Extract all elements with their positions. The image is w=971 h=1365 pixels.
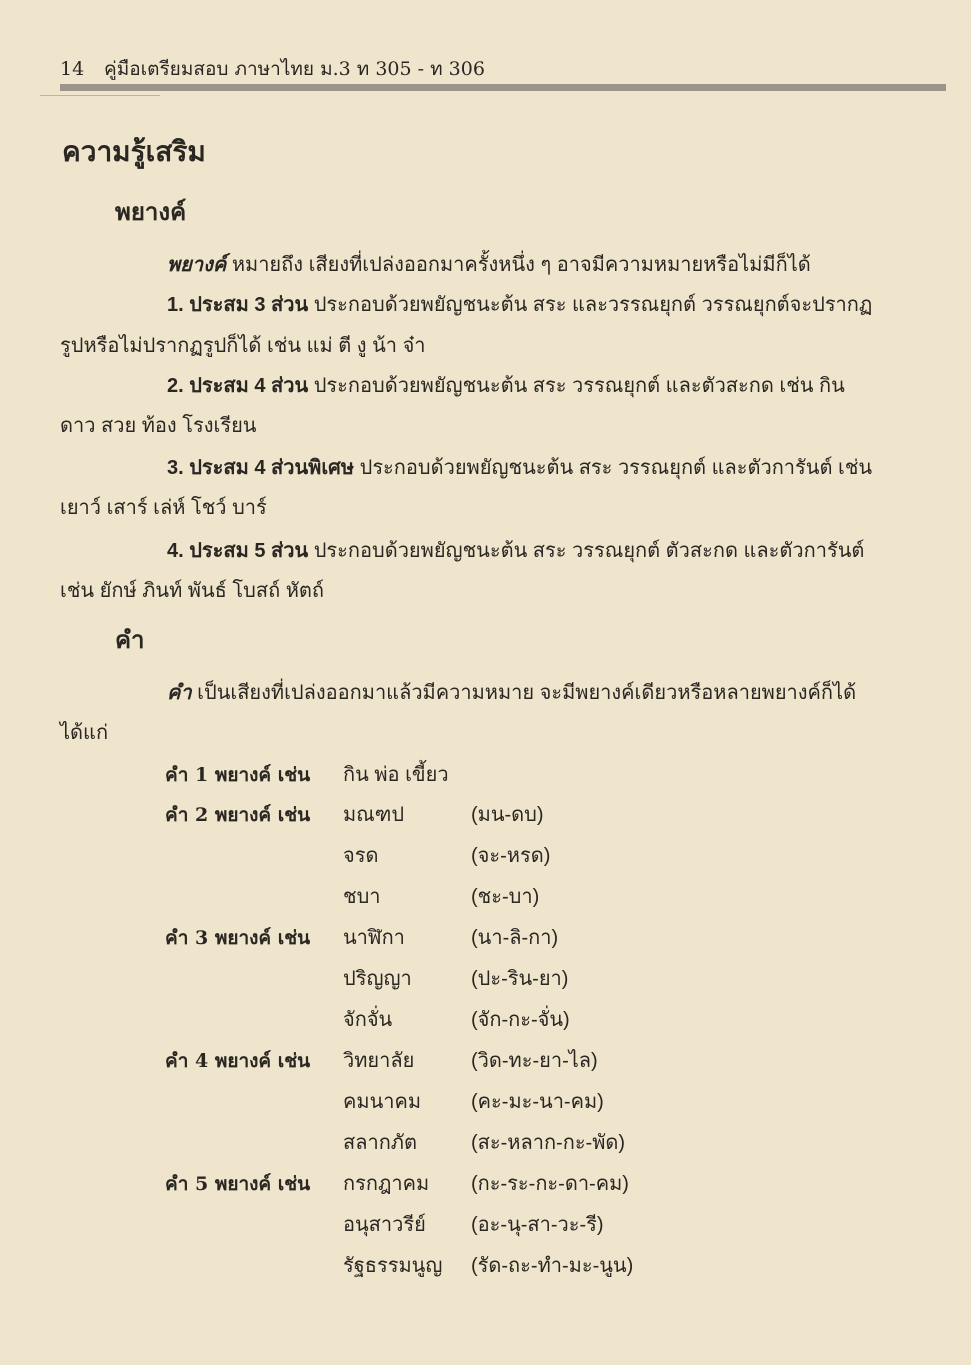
example-word: วิทยาลัย: [343, 1050, 415, 1072]
syllable-breakdown: (ปะ-ริน-ยา): [471, 968, 569, 990]
word-example-row: [165, 1085, 604, 1117]
syllable-breakdown: (นา-ลิ-กา): [471, 927, 559, 949]
syllable-breakdown: (รัด-ถะ-ทำ-มะ-นูน): [471, 1255, 634, 1277]
word-example-row: [165, 880, 539, 912]
example-word: จรด: [343, 845, 379, 867]
example-word: อนุสาวรีย์: [343, 1214, 426, 1236]
word-example-1-syllable: คำ 1 พยางค์ เช่น กิน พ่อ เขี้ยว: [165, 764, 449, 786]
syllable-item-3: 3. ประสม 4 ส่วนพิเศษ ประกอบด้วยพยัญชนะต้น สระ วรรณยุกต์ และตัวการันต์ เช่น: [167, 457, 873, 479]
running-header: [60, 54, 485, 84]
example-word: ปริญญา: [343, 968, 412, 990]
word-example-row: [165, 1003, 570, 1035]
syllable-item-4: 4. ประสม 5 ส่วน ประกอบด้วยพยัญชนะต้น สระ วรรณยุกต์ ตัวสะกด และตัวการันต์: [167, 540, 865, 562]
syllable-item-3-cont: เยาว์ เสาร์ เล่ห์ โชว์ บาร์: [60, 497, 267, 519]
example-word: รัฐธรรมนูญ: [343, 1255, 443, 1277]
syllable-item-2: 2. ประสม 4 ส่วน ประกอบด้วยพยัญชนะต้น สระ วรรณยุกต์ และตัวสะกด เช่น กิน: [167, 375, 845, 397]
syllable-item-2-cont: ดาว สวย ท้อง โรงเรียน: [60, 415, 257, 437]
syllable-count-label: คำ 5 พยางค์ เช่น: [165, 1173, 311, 1195]
example-word: มณฑป: [343, 804, 405, 826]
header-rule-thin: [40, 95, 160, 96]
syllable-item-1: 1. ประสม 3 ส่วน ประกอบด้วยพยัญชนะต้น สระ และวรรณยุกต์ วรรณยุกต์จะปรากฏ: [167, 294, 873, 316]
syllable-breakdown: (จะ-หรด): [471, 845, 551, 867]
example-word: จักจั่น: [343, 1009, 393, 1031]
syllable-breakdown: (มน-ดบ): [471, 804, 544, 826]
syllable-breakdown: (กะ-ระ-กะ-ดา-คม): [471, 1173, 629, 1195]
example-word: ชบา: [343, 886, 381, 908]
syllable-breakdown: (จัก-กะ-จั่น): [471, 1009, 570, 1031]
word-example-row: [165, 921, 558, 953]
syllable-breakdown: (วิด-ทะ-ยา-ไล): [471, 1050, 598, 1072]
syllable-breakdown: (อะ-นุ-สา-วะ-รี): [471, 1214, 604, 1236]
syllable-heading: พยางค์: [115, 199, 187, 226]
word-definition: คำ เป็นเสียงที่เปล่งออกมาแล้วมีความหมาย จะมีพยางค์เดียวหรือหลายพยางค์ก็ได้: [167, 682, 857, 704]
word-example-row: [165, 1249, 633, 1281]
word-example-row: [165, 1208, 604, 1240]
word-example-row: [165, 798, 544, 830]
word-heading: คำ: [115, 627, 145, 654]
word-definition-cont: ได้แก่: [60, 722, 109, 744]
page-number: 14: [60, 58, 85, 80]
syllable-breakdown: (ชะ-บา): [471, 886, 540, 908]
word-example-row: [165, 1167, 629, 1199]
word-example-row: [165, 962, 568, 994]
syllable-count-label: คำ 2 พยางค์ เช่น: [165, 804, 311, 826]
syllable-item-1-cont: รูปหรือไม่ปรากฏรูปก็ได้ เช่น แม่ ตี งู น้า จ๋า: [60, 335, 426, 357]
section-title: ความรู้เสริม: [62, 136, 206, 167]
header-rule: [60, 84, 946, 91]
example-word: สลากภัต: [343, 1132, 417, 1154]
syllable-breakdown: (สะ-หลาก-กะ-พัด): [471, 1132, 626, 1154]
syllable-count-label: คำ 3 พยางค์ เช่น: [165, 927, 311, 949]
syllable-item-4-cont: เช่น ยักษ์ ภินท์ พันธ์ โบสถ์ หัตถ์: [60, 580, 325, 602]
syllable-breakdown: (คะ-มะ-นา-คม): [471, 1091, 604, 1113]
example-word: นาฬิกา: [343, 927, 405, 949]
syllable-definition: พยางค์ หมายถึง เสียงที่เปล่งออกมาครั้งหนึ่ง ๆ อาจมีความหมายหรือไม่มีก็ได้: [167, 254, 811, 276]
syllable-count-label: คำ 4 พยางค์ เช่น: [165, 1050, 311, 1072]
example-word: กรกฎาคม: [343, 1173, 430, 1195]
word-example-row: [165, 1044, 598, 1076]
word-example-row: [165, 1126, 625, 1158]
word-example-row: [165, 839, 550, 871]
example-word: คมนาคม: [343, 1091, 422, 1113]
book-title: คู่มือเตรียมสอบ ภาษาไทย ม.3 ท 305 - ท 306: [104, 58, 485, 80]
